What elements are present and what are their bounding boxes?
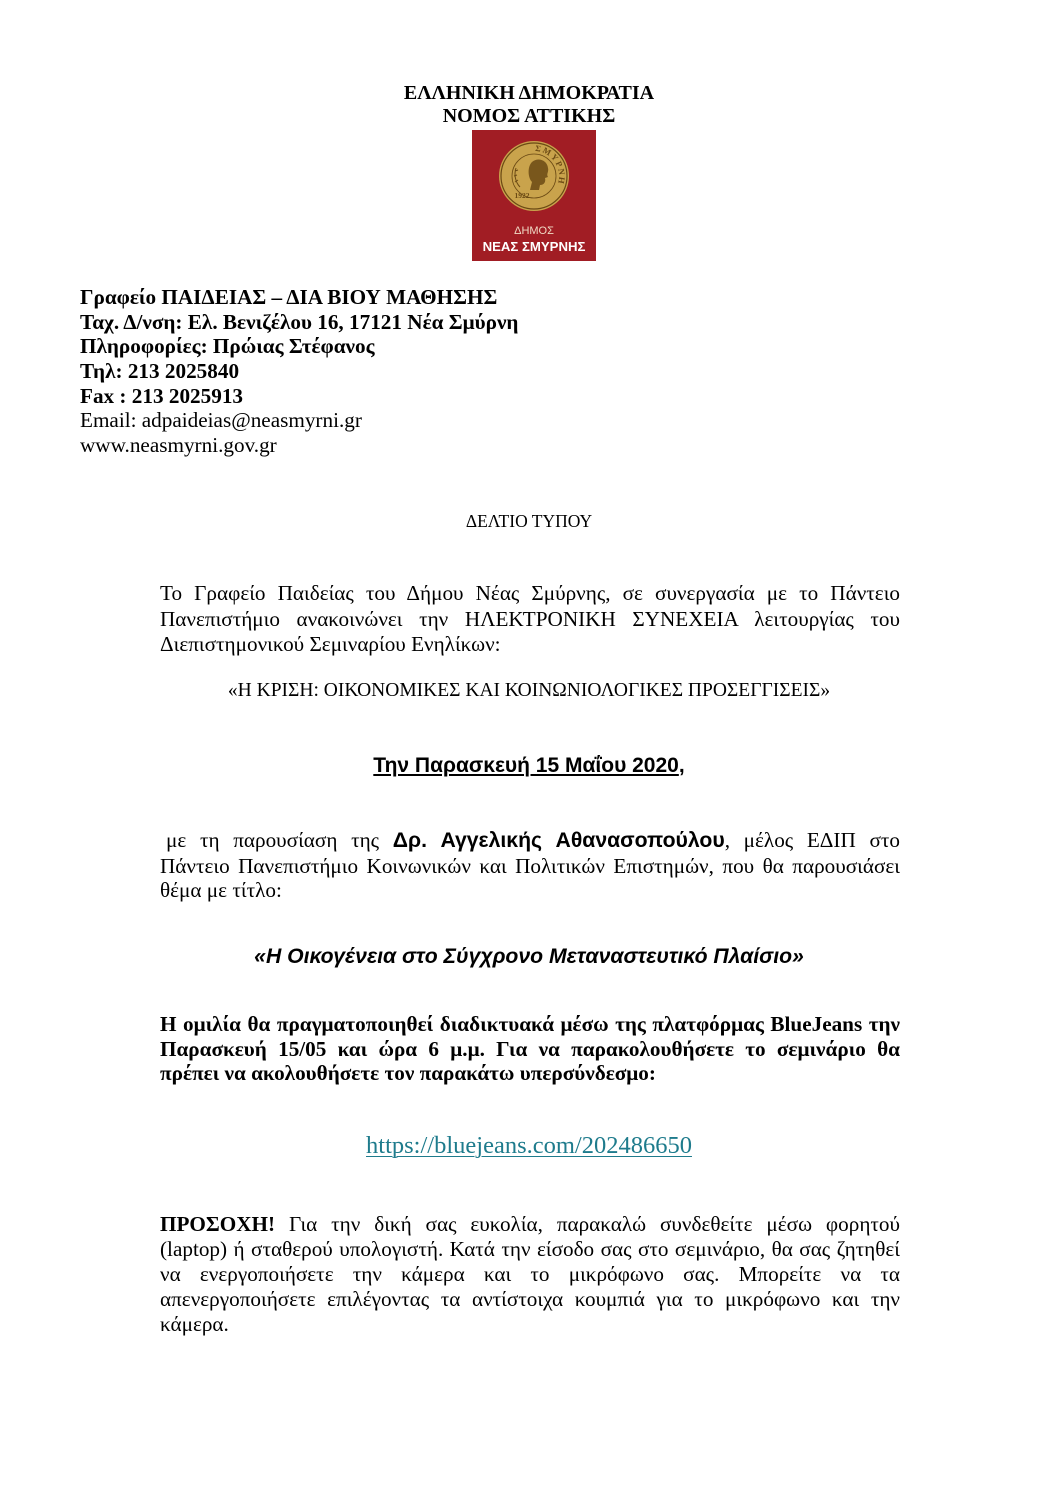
press-release-title: ΔΕΛΤΙΟ ΤΥΠΟΥ [465,511,593,531]
email-address: Email: adpaideias@neasmyrni.gr [80,408,362,433]
seal-emblem [499,141,569,211]
municipality-logo [472,130,596,261]
speaker-name: Δρ. Αγγελικής Αθανασοπούλου [392,829,725,852]
notice-line: να ενεργοποιήσετε την κάμερα και το μικρόφωνο σας. Μπορείτε να τα [160,1262,900,1286]
event-date [0,753,1058,779]
details-paragraph [160,1012,900,1086]
notice-first-text: Για την δική σας ευκολία, παρακαλώ συνδεθείτε μέσω φορητού [275,1212,900,1236]
event-date-text: Την Παρασκευή 15 Μαΐου 2020 [373,754,679,777]
notice-paragraph [160,1212,900,1337]
logo-graphic [472,130,596,261]
bluejeans-meeting-link[interactable]: https://bluejeans.com/202486650 [366,1132,692,1159]
notice-line: κάμερα. [160,1312,229,1336]
notice-label: ΠΡΟΣΟΧΗ! [160,1212,276,1236]
seal-arc-textpath: ΣΜΥΡΝΗ [534,142,568,186]
intro-line: Πανεπιστήμιο ανακοινώνει την ΗΛΕΚΤΡΟΝΙΚΗ ΣΥΝΕΧΕΙΑ λειτουργίας του [160,606,900,631]
logo-label: ΔΗΜΟΣ [514,225,554,237]
fax-number: Fax : 213 2025913 [80,383,244,408]
details-line: Παρασκευή 15/05 και ώρα 6 μ.μ. Για να παρακολουθήσετε το σεμινάριο θα [160,1036,900,1061]
notice-line [160,1212,900,1237]
contact-person: Πληροφορίες: Πρώιας Στέφανος [80,334,375,359]
notice-line: (laptop) ή σταθερού υπολογιστή. Κατά την είσοδο σας στο σεμινάριο, θα σας ζητηθεί [160,1237,900,1261]
website-address: www.neasmyrni.gov.gr [80,432,277,457]
meeting-link-row [0,1131,1058,1161]
document-header [0,82,1058,128]
phone-number: Τηλ: 213 2025840 [80,358,240,383]
speaker-paragraph [160,828,900,903]
speaker-line: Πάντειο Πανεπιστήμιο Κοινωνικών και Πολιτικών Επιστημών, που θα παρουσιάσει [160,853,900,878]
intro-line: Διεπιστημονικού Σεμιναρίου Ενηλίκων: [160,632,501,656]
contact-block [80,285,518,458]
intro-line: Το Γραφείο Παιδείας του Δήμου Νέας Σμύρνης, σε συνεργασία με το Πάντειο [160,581,900,605]
speaker-line: θέμα με τίτλο: [160,878,282,902]
postal-address: Ταχ. Δ/νση: Ελ. Βενιζέλου 16, 17121 Νέα Σμύρνη [80,309,519,334]
seal-year: 1922 [514,191,530,200]
speaker-tail: , μέλος ΕΔΙΠ στο [724,828,901,852]
talk-title: «Η Οικογένεια στο Σύγχρονο Μεταναστευτικό Πλαίσιο» [254,945,804,968]
intro-paragraph [160,581,900,658]
event-date-suffix: , [678,754,685,777]
seminar-title: «Η ΚΡΙΣΗ: ΟΙΚΟΝΟΜΙΚΕΣ ΚΑΙ ΚΟΙΝΩΝΙΟΛΟΓΙΚΕΣ ΠΡΟΣΕΓΓΙΣΕΙΣ» [227,680,831,701]
office-name: Γραφείο ΠΑΙΔΕΙΑΣ – ΔΙΑ ΒΙΟΥ ΜΑΘΗΣΗΣ [80,285,498,309]
header-republic: ΕΛΛΗΝΙΚΗ ΔΗΜΟΚΡΑΤΙΑ [403,82,655,104]
speaker-line [160,828,900,854]
header-prefecture: ΝΟΜΟΣ ΑΤΤΙΚΗΣ [442,105,616,127]
logo-name: ΝΕΑΣ ΣΜΥΡΝΗΣ [482,239,586,254]
details-line: Η ομιλία θα πραγματοποιηθεί διαδικτυακά μέσω της πλατφόρμας BlueJeans την [160,1012,900,1036]
speaker-lead: με τη παρουσίαση της [166,828,393,852]
notice-line: απενεργοποιήσετε επιλέγοντας τα αντίστοιχα κουμπιά για το μικρόφωνο και την [160,1287,900,1311]
details-line: πρέπει να ακολουθήσετε τον παρακάτω υπερσύνδεσμο: [160,1061,656,1085]
